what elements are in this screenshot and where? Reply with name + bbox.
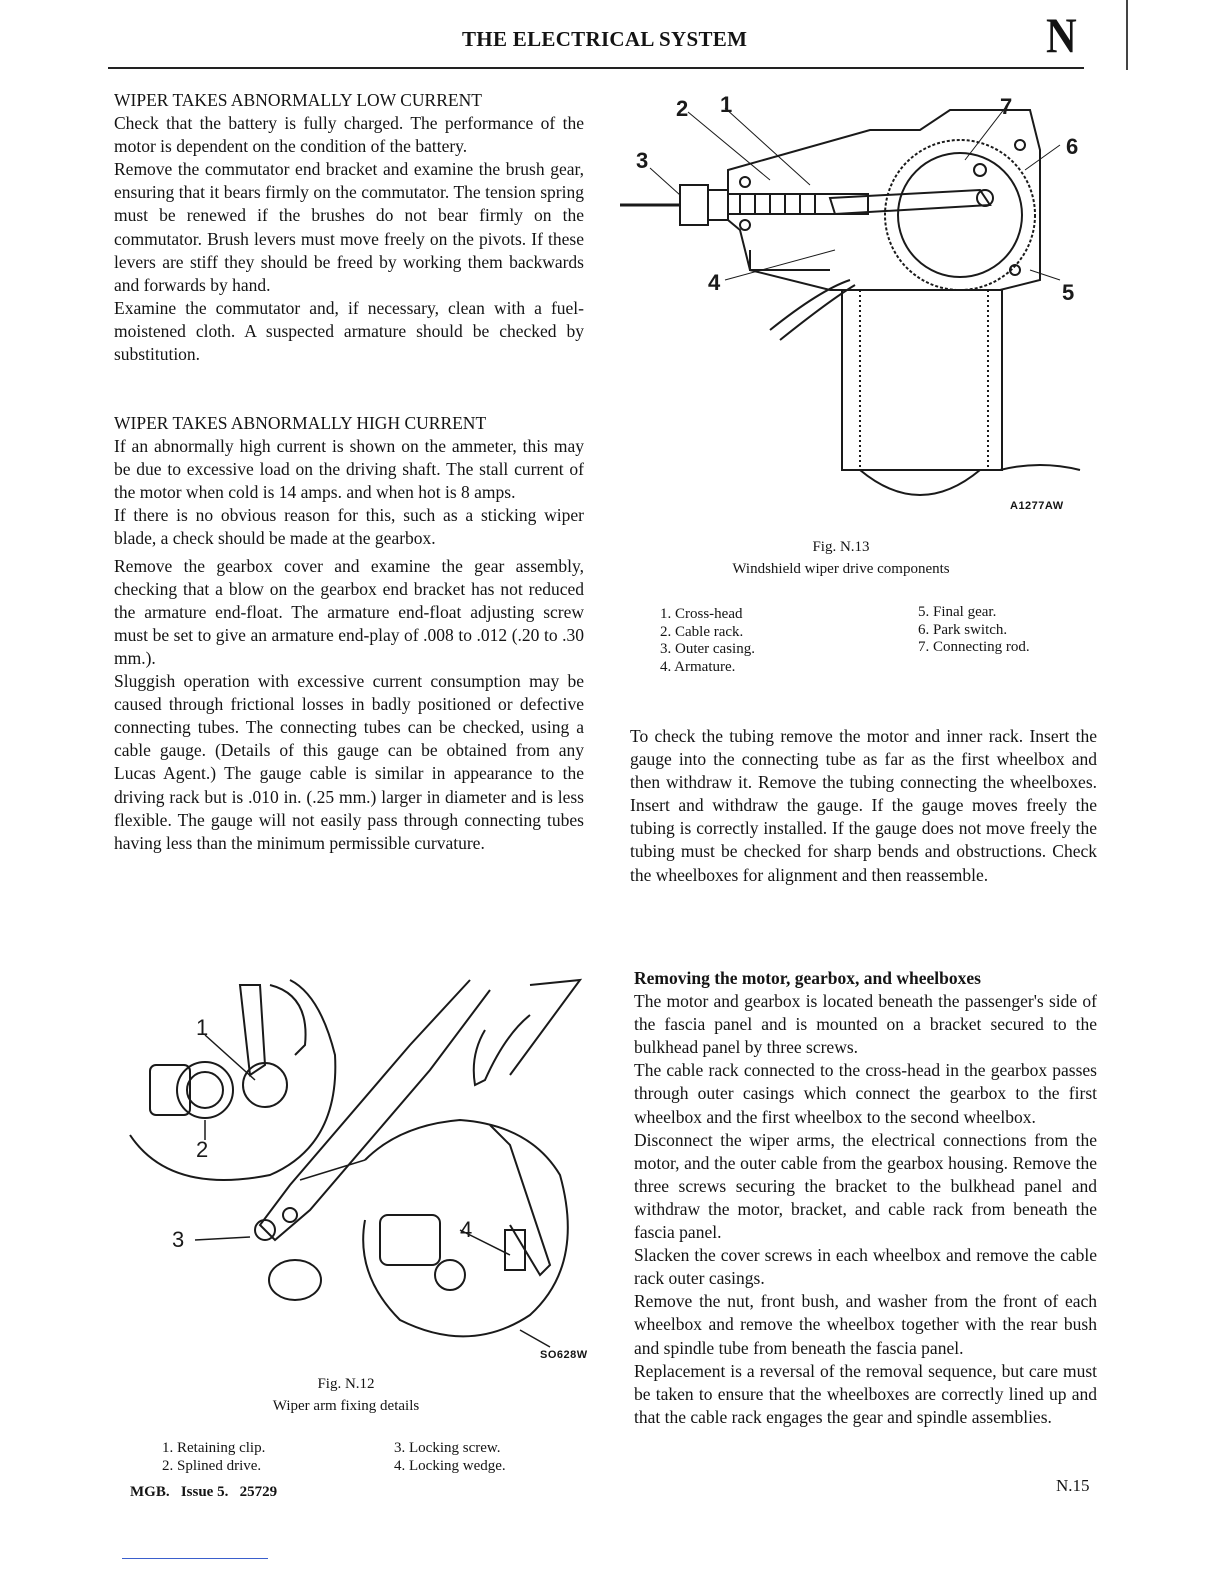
section-removal bbox=[634, 967, 1097, 1429]
paragraph: If there is no obvious reason for this, such as a sticking wiper blade, a check should be made at the gearbox. bbox=[114, 505, 584, 549]
callout-7: 7 bbox=[1000, 94, 1013, 119]
callout-1: 1 bbox=[720, 92, 733, 117]
paragraph: Slacken the cover screws in each wheelbox and remove the cable rack outer casings. bbox=[634, 1245, 1097, 1289]
paragraph: If an abnormally high current is shown on the ammeter, this may be due to excessive load on the driving shaft. The stall current of the motor when cold is 14 amps. and when hot is 8 amps. bbox=[114, 436, 584, 503]
section-high-current bbox=[114, 412, 584, 855]
callout-1: 1 bbox=[196, 1015, 209, 1040]
legend-item: 4. Armature. bbox=[660, 658, 736, 675]
paragraph: Replacement is a reversal of the removal sequence, but care must be taken to ensure that the wheelboxes are correctly lined up and that the cable rack engages the gear and spindle assemblies. bbox=[634, 1360, 1097, 1427]
page-edge-line bbox=[1126, 0, 1128, 70]
callout-4: 4 bbox=[460, 1217, 473, 1242]
paragraph: Remove the commutator end bracket and examine the brush gear, ensuring that it bears firmly on the commutator. The tension spring must be renewed if the brushes do not bear firmly on the commutator. Brush levers must move freely on the pivots. If these levers are stiff they should be freed by working them backwards and forwards by hand. bbox=[114, 159, 584, 295]
paragraph: The motor and gearbox is located beneath the passenger's side of the fascia panel and is mounted on a bracket secured to the bulkhead panel by three screws. bbox=[634, 991, 1097, 1058]
callout-2: 2 bbox=[196, 1137, 209, 1162]
paragraph: Check that the battery is fully charged. The performance of the motor is dependent on the condition of the battery. bbox=[114, 113, 584, 157]
section-heading: WIPER TAKES ABNORMALLY LOW CURRENT bbox=[114, 90, 482, 110]
legend-item: 5. Final gear. bbox=[918, 604, 997, 620]
paragraph: Disconnect the wiper arms, the electrical connections from the motor, and the outer cable from the gearbox housing. Remove the three screws securing the bracket to the bulkhead panel and withdraw the motor, bracket, and cable rack from beneath the fascia panel. bbox=[634, 1129, 1097, 1243]
figure-legend-right bbox=[918, 604, 1030, 657]
figure-legend-right bbox=[394, 1440, 506, 1475]
figure-title: Windshield wiper drive components bbox=[732, 561, 950, 577]
figure-legend-left bbox=[660, 606, 755, 676]
header-rule bbox=[108, 67, 1084, 69]
section-low-current bbox=[114, 89, 584, 366]
paragraph: To check the tubing remove the motor and inner rack. Insert the gauge into the connecting tube as far as the first wheelbox and then withdraw it. Remove the tubing connecting the wheelboxes. Insert and withdraw the gauge. If the gauge moves freely the tubing is correctly installed. If the gauge does not move freely the tubing must be checked for sharp bends and obstructions. Check the wheelboxes for alignment and then reassemble. bbox=[630, 726, 1097, 885]
section-heading: Removing the motor, gearbox, and wheelboxes bbox=[634, 968, 981, 988]
legend-item: 7. Connecting rod. bbox=[918, 639, 1030, 655]
legend-item: 3. Outer casing. bbox=[660, 641, 755, 657]
page-header-title: THE ELECTRICAL SYSTEM bbox=[462, 27, 748, 51]
paragraph: Remove the nut, front bush, and washer from the front of each wheelbox and remove the wheelbox together with the rear bush and spindle tube from beneath the fascia panel. bbox=[634, 1291, 1097, 1358]
tubing-check-text bbox=[630, 725, 1097, 887]
legend-item: 3. Locking screw. bbox=[394, 1440, 501, 1456]
wiper-motor-illustration bbox=[620, 90, 1090, 520]
page-number: N.15 bbox=[1056, 1476, 1090, 1495]
callout-6: 6 bbox=[1066, 134, 1079, 159]
paragraph: The cable rack connected to the cross-head in the gearbox passes through outer casings which connect the gearbox to the first wheelbox and the first wheelbox to the second wheelbox. bbox=[634, 1060, 1097, 1127]
legend-item: 6. Park switch. bbox=[918, 621, 1008, 638]
figure-caption bbox=[260, 1373, 432, 1417]
legend-item: 2. Cable rack. bbox=[660, 623, 744, 640]
callout-4: 4 bbox=[708, 270, 721, 295]
callout-5: 5 bbox=[1062, 280, 1075, 305]
figure-code: SO628W bbox=[540, 1349, 588, 1361]
wiper-arm-illustration bbox=[110, 975, 600, 1365]
figure-legend-left bbox=[162, 1440, 265, 1475]
legend-item: 2. Splined drive. bbox=[162, 1457, 262, 1474]
paragraph: Remove the gearbox cover and examine the gear assembly, checking that a blow on the gearbox end bracket has not reduced the armature end-float. The armature end-float adjusting screw must be set to give an armature end-play of .008 to .012 (.20 to .30 mm.). bbox=[114, 555, 584, 668]
paragraph: Sluggish operation with excessive current consumption may be caused through frictional losses in badly positioned or defective connecting tubes. The connecting tubes can be checked, using a cable gauge. (Details of this gauge can be obtained from any Lucas Agent.) The gauge cable is similar in appearance to the driving rack but is .010 in. (.25 mm.) larger in diameter and is less flexible. The gauge will not easily pass through connecting tubes having less than the minimum permissible curvature. bbox=[114, 671, 584, 853]
callout-2: 2 bbox=[676, 96, 689, 121]
section-letter: N bbox=[1046, 7, 1077, 63]
legend-item: 1. Retaining clip. bbox=[162, 1440, 266, 1456]
callout-3: 3 bbox=[636, 148, 649, 173]
figure-title: Wiper arm fixing details bbox=[272, 1398, 420, 1414]
footer-divider bbox=[122, 1558, 268, 1559]
legend-item: 1. Cross-head bbox=[660, 606, 743, 622]
section-heading: WIPER TAKES ABNORMALLY HIGH CURRENT bbox=[114, 413, 487, 433]
paragraph: Examine the commutator and, if necessary, clean with a fuel-moistened cloth. A suspected armature should be checked by substitution. bbox=[114, 297, 584, 365]
callout-3: 3 bbox=[172, 1227, 185, 1252]
footer-issue: MGB. Issue 5. 25729 bbox=[130, 1484, 278, 1500]
figure-caption bbox=[720, 536, 962, 580]
figure-code: A1277AW bbox=[1010, 500, 1064, 512]
figure-label: Fig. N.12 bbox=[317, 1376, 375, 1392]
figure-label: Fig. N.13 bbox=[812, 539, 870, 555]
legend-item: 4. Locking wedge. bbox=[394, 1457, 506, 1474]
